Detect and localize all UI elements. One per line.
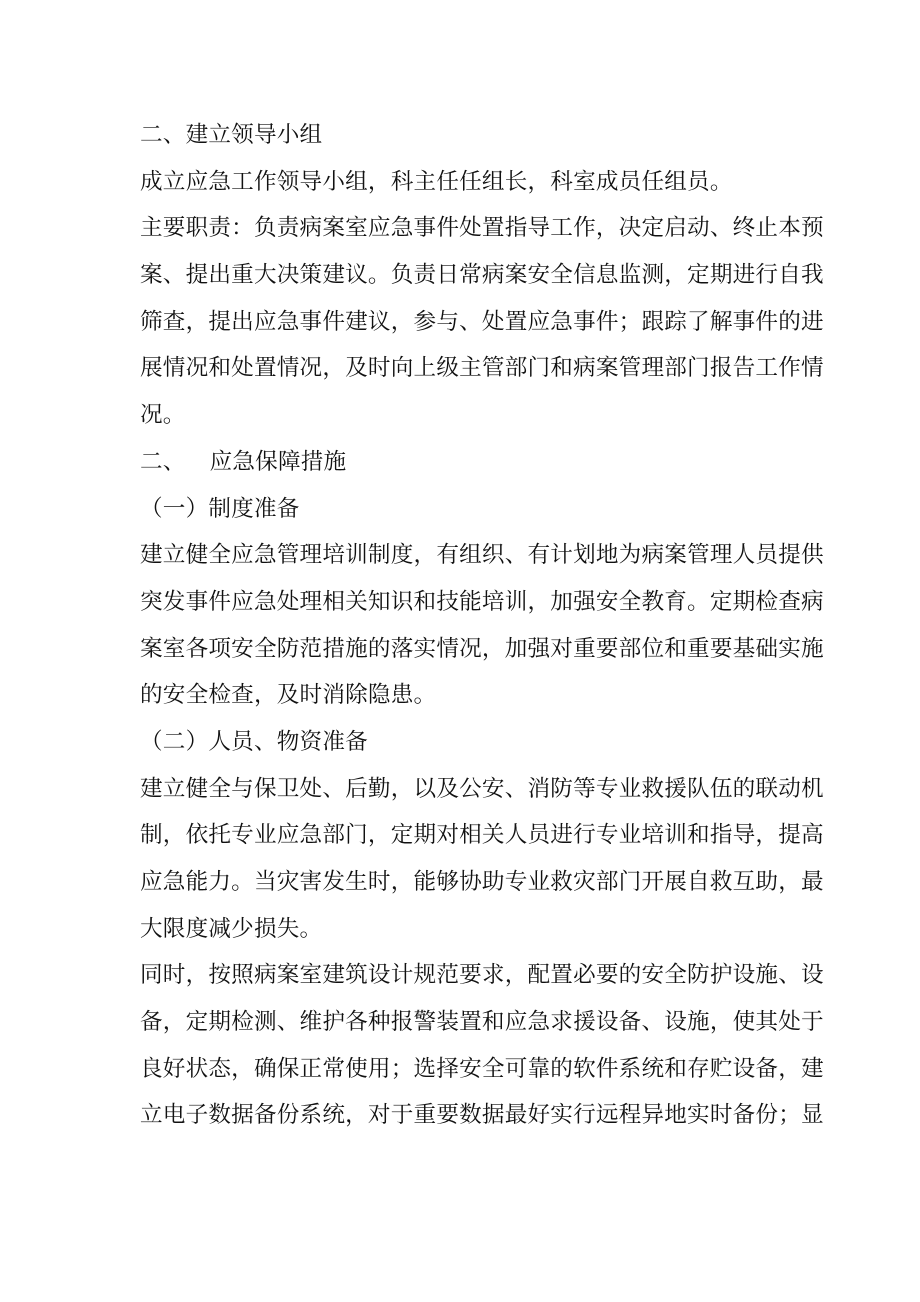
- paragraph-line: 案、提出重大决策建议。负责日常病案安全信息监测，定期进行自我: [140, 262, 824, 289]
- subheading-personnel-materials: （二）人员、物资准备: [140, 728, 368, 755]
- paragraph-line: 展情况和处置情况，及时向上级主管部门和病案管理部门报告工作情: [140, 355, 824, 382]
- paragraph-line: 大限度减少损失。: [140, 915, 323, 942]
- paragraph-line: 应急能力。当灾害发生时，能够协助专业救灾部门开展自救互助，最: [140, 869, 824, 895]
- paragraph-line: 况。: [140, 402, 186, 429]
- paragraph-line: 备，定期检测、维护各种报警装置和应急求援设备、设施，使其处于: [140, 1009, 824, 1036]
- paragraph-line: 筛查，提出应急事件建议，参与、处置应急事件；跟踪了解事件的进: [140, 308, 824, 335]
- paragraph-line: 成立应急工作领导小组，科主任任组长，科室成员任组员。: [140, 168, 733, 195]
- section-number: 二、: [140, 448, 186, 475]
- section-heading-leadership: 二、建立领导小组: [140, 122, 323, 148]
- paragraph-line: 良好状态，确保正常使用；选择安全可靠的软件系统和存贮设备，建: [140, 1055, 824, 1082]
- paragraph-line: 突发事件应急处理相关知识和技能培训，加强安全教育。定期检查病: [140, 588, 824, 615]
- paragraph-line: 制，依托专业应急部门，定期对相关人员进行专业培训和指导，提高: [140, 822, 824, 849]
- paragraph-line: 同时，按照病案室建筑设计规范要求，配置必要的安全防护设施、设: [140, 962, 824, 989]
- paragraph-line: 的安全检查，及时消除隐患。: [140, 682, 437, 709]
- section-title: 应急保障措施: [209, 448, 347, 475]
- paragraph-line: 立电子数据备份系统，对于重要数据最好实行远程异地实时备份；显: [140, 1102, 824, 1129]
- paragraph-line: 建立健全与保卫处、后勤，以及公安、消防等专业救援队伍的联动机: [140, 775, 824, 802]
- document-body: [140, 112, 824, 1139]
- paragraph-line: 案室各项安全防范措施的落实情况，加强对重要部位和重要基础实施: [140, 635, 824, 662]
- paragraph-line: 主要职责：负责病案室应急事件处置指导工作，决定启动、终止本预: [140, 215, 824, 242]
- paragraph-line: 建立健全应急管理培训制度，有组织、有计划地为病案管理人员提供: [140, 542, 824, 569]
- subheading-system-preparation: （一）制度准备: [140, 495, 300, 522]
- section-heading-emergency-measures: [140, 439, 785, 486]
